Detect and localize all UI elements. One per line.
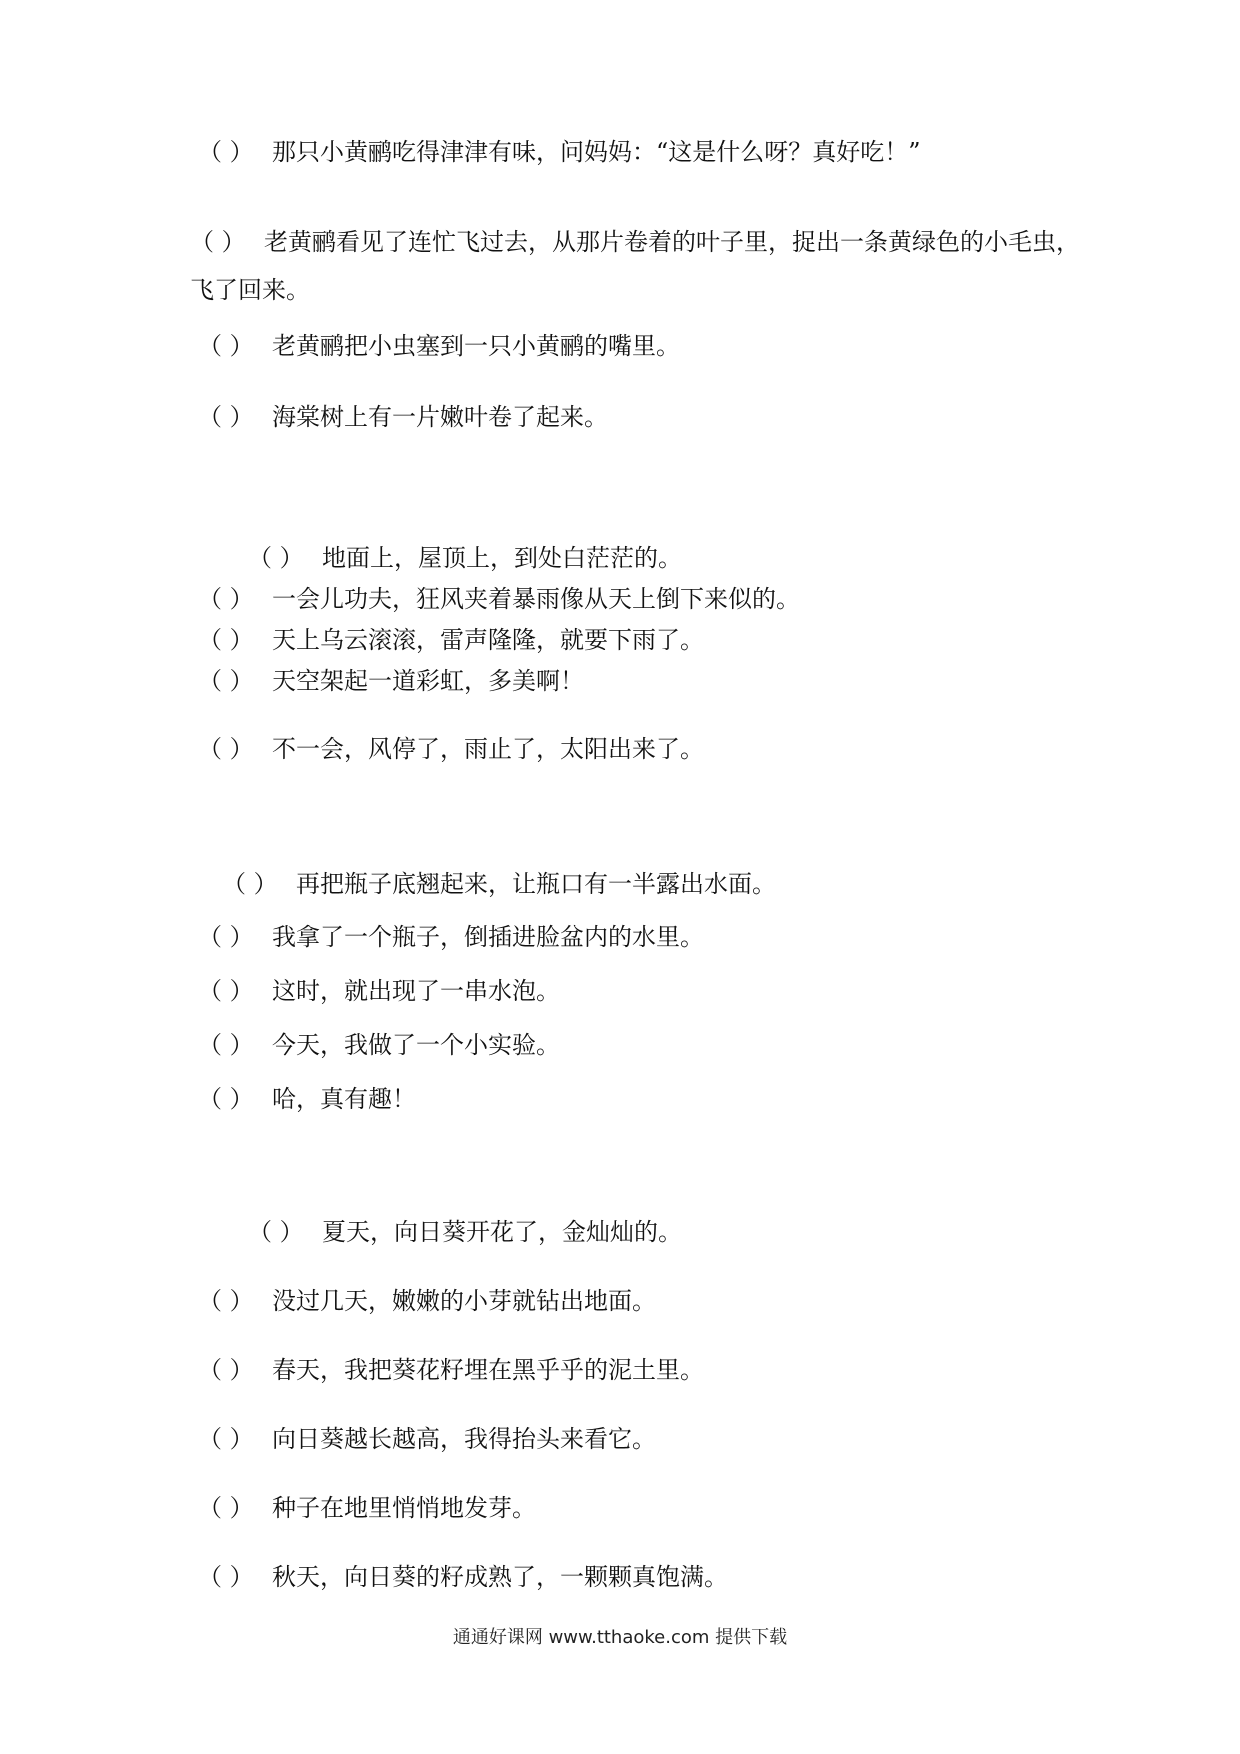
answer-bracket: （ ） [222, 870, 278, 898]
sentence-line [198, 1025, 560, 1065]
sentence-text: 哈，真有趣！ [272, 1085, 416, 1113]
sentence-text: 夏天，向日葵开花了，金灿灿的。 [322, 1218, 682, 1246]
sentence-line [190, 218, 1090, 314]
answer-bracket: （ ） [198, 1085, 254, 1113]
sentence-line [198, 917, 704, 957]
answer-bracket: （ ） [198, 923, 254, 951]
sentence-text: 向日葵越长越高，我得抬头来看它。 [272, 1425, 656, 1453]
answer-bracket: （ ） [198, 138, 254, 166]
sentence-text: 秋天，向日葵的籽成熟了，一颗颗真饱满。 [272, 1563, 728, 1591]
sentence-line [198, 1281, 656, 1321]
footer-text: 通通好课网 www.tthaoke.com 提供下载 [452, 1627, 788, 1648]
answer-bracket: （ ） [198, 1287, 254, 1315]
sentence-line [198, 729, 704, 769]
sentence-text: 我拿了一个瓶子，倒插进脸盆内的水里。 [272, 923, 704, 951]
sentence-text: 一会儿功夫，狂风夹着暴雨像从天上倒下来似的。 [272, 585, 800, 613]
sentence-line [198, 1419, 656, 1459]
sentence-line [198, 971, 560, 1011]
answer-bracket: （ ） [198, 977, 254, 1005]
answer-bracket: （ ） [198, 1563, 254, 1591]
sentence-text: 再把瓶子底翘起来，让瓶口有一半露出水面。 [296, 870, 776, 898]
sentence-line [198, 620, 704, 660]
sentence-line [198, 1079, 416, 1119]
sentence-text: 老黄鹂看见了连忙飞过去，从那片卷着的叶子里，捉出一条黄绿色的小毛虫，飞了回来。 [190, 228, 1080, 304]
sentence-line [198, 326, 680, 366]
sentence-text: 那只小黄鹂吃得津津有味，问妈妈：“这是什么呀？真好吃！” [272, 138, 921, 166]
answer-bracket: （ ） [198, 1425, 254, 1453]
sentence-line [248, 538, 682, 578]
sentence-line [222, 864, 776, 904]
sentence-text: 天空架起一道彩虹，多美啊！ [272, 667, 584, 695]
sentence-line [248, 1212, 682, 1252]
sentence-text: 不一会，风停了，雨止了，太阳出来了。 [272, 735, 704, 763]
answer-bracket: （ ） [198, 735, 254, 763]
sentence-text: 老黄鹂把小虫塞到一只小黄鹂的嘴里。 [272, 332, 680, 360]
answer-bracket: （ ） [198, 332, 254, 360]
sentence-line [198, 1350, 704, 1390]
sentence-line [198, 579, 800, 619]
sentence-text: 地面上，屋顶上，到处白茫茫的。 [322, 544, 682, 572]
sentence-text: 没过几天，嫩嫩的小芽就钻出地面。 [272, 1287, 656, 1315]
answer-bracket: （ ） [198, 1494, 254, 1522]
answer-bracket: （ ） [198, 1031, 254, 1059]
sentence-text: 海棠树上有一片嫩叶卷了起来。 [272, 403, 608, 431]
sentence-line [198, 661, 584, 701]
answer-bracket: （ ） [248, 544, 304, 572]
sentence-line [198, 132, 921, 172]
sentence-text: 天上乌云滚滚，雷声隆隆，就要下雨了。 [272, 626, 704, 654]
sentence-line [198, 1557, 728, 1597]
answer-bracket: （ ） [198, 626, 254, 654]
sentence-text: 这时，就出现了一串水泡。 [272, 977, 560, 1005]
answer-bracket: （ ） [190, 228, 246, 256]
answer-bracket: （ ） [248, 1218, 304, 1246]
sentence-text: 今天，我做了一个小实验。 [272, 1031, 560, 1059]
answer-bracket: （ ） [198, 667, 254, 695]
sentence-line [198, 1488, 536, 1528]
answer-bracket: （ ） [198, 1356, 254, 1384]
answer-bracket: （ ） [198, 403, 254, 431]
sentence-line [198, 397, 608, 437]
sentence-text: 春天，我把葵花籽埋在黑乎乎的泥土里。 [272, 1356, 704, 1384]
answer-bracket: （ ） [198, 585, 254, 613]
sentence-text: 种子在地里悄悄地发芽。 [272, 1494, 536, 1522]
